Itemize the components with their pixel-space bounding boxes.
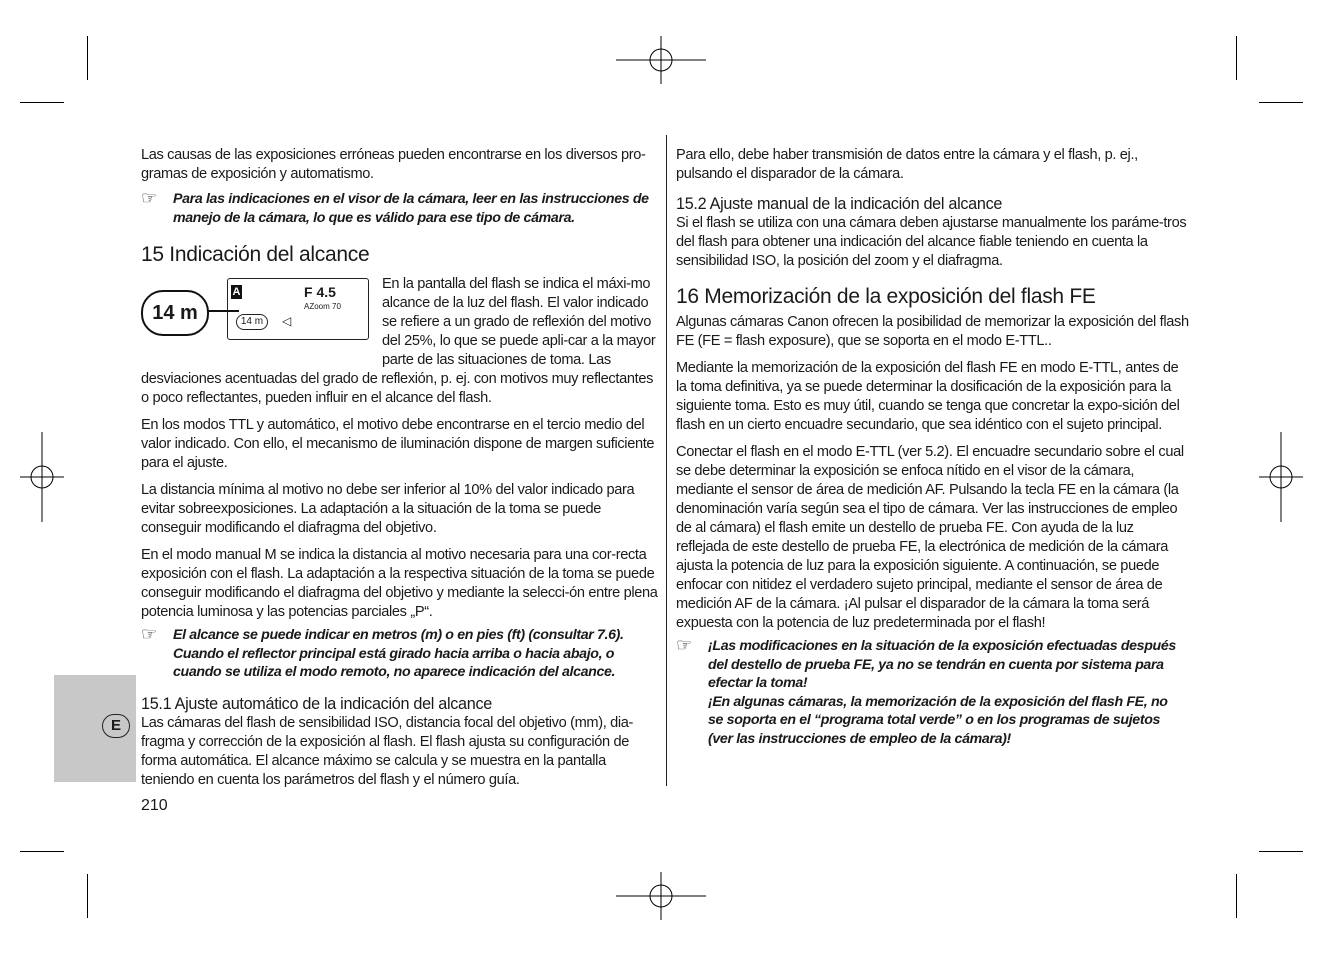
right-column bbox=[676, 146, 1190, 757]
range-paragraph-text: En la pantalla del flash se indica el máxi-mo alcance de la luz del flash. El valor indicado se refiere a un grado de reflexión del motivo del 25%, lo que se puede apli-car a la mayor parte de las situaciones de toma. Las desviaciones acentuadas del grado de reflexión, p. ej. con motivos muy reflectantes o poco reflectantes, pueden influir en el alcance del flash. bbox=[141, 276, 656, 407]
subsection-heading-15-1: 15.1 Ajuste automático de la indicación del alcance bbox=[141, 694, 492, 713]
crop-mark bbox=[20, 851, 64, 852]
note-camera-viewfinder bbox=[141, 190, 659, 227]
note-line: El alcance se puede indicar en metros (m) o en pies (ft) (consultar 7.6). bbox=[173, 627, 624, 644]
note-line: del destello de prueba FE, ya no se tendrán en cuenta por sistema para bbox=[708, 656, 1164, 673]
left-column bbox=[141, 146, 659, 798]
registration-mark-icon bbox=[20, 432, 64, 522]
flash-display-illustration bbox=[227, 278, 369, 340]
crop-mark bbox=[1236, 36, 1237, 80]
section-heading-16: 16 Memorización de la exposición del flash FE bbox=[676, 285, 1096, 308]
zoom-value: AZoom 70 bbox=[304, 302, 341, 311]
aperture-value: F 4.5 bbox=[304, 284, 336, 300]
column-divider bbox=[666, 135, 667, 786]
page-number: 210 bbox=[141, 797, 168, 814]
language-badge: E bbox=[102, 714, 130, 738]
range-paragraph-1 bbox=[141, 275, 659, 408]
pointing-hand-icon: ☞ bbox=[676, 635, 692, 655]
subsection-heading-15-2: 15.2 Ajuste manual de la indicación del alcance bbox=[676, 195, 1003, 213]
mode-indicator: A bbox=[232, 286, 241, 298]
section-heading-15: 15 Indicación del alcance bbox=[141, 243, 370, 267]
note-line: efectar la toma! bbox=[708, 675, 808, 692]
crop-mark bbox=[20, 102, 64, 103]
registration-mark-icon bbox=[616, 36, 706, 84]
callout-line bbox=[205, 310, 239, 312]
continuation-paragraph: Para ello, debe haber transmisión de datos entre la cámara y el flash, p. ej., pulsando el disparador de la cámara. bbox=[676, 147, 1138, 182]
note-line: cuando se utiliza el modo remoto, no aparece indicación del alcance. bbox=[173, 664, 616, 681]
fe-lock-paragraph-1: Algunas cámaras Canon ofrecen la posibilidad de memorizar la exposición del flash FE (FE = flash exposure), que se soporta en el modo E-TTL.. bbox=[676, 314, 1189, 349]
pointing-hand-icon: ☞ bbox=[141, 624, 157, 645]
registration-mark-icon bbox=[1259, 432, 1303, 522]
intro-paragraph: Las causas de las exposiciones erróneas pueden encontrarse en los diversos pro-gramas de exposición y automatismo. bbox=[141, 147, 646, 182]
note-line: Cuando el reflector principal está girado hacia arriba o hacia abajo, o bbox=[173, 645, 615, 662]
note-fe-lock bbox=[676, 637, 1190, 749]
crop-mark bbox=[87, 874, 88, 918]
range-value: 14 m bbox=[236, 314, 268, 330]
note-line: Para las indicaciones en el visor de la cámara, leer en las instrucciones de bbox=[173, 191, 649, 207]
crop-mark bbox=[1259, 102, 1303, 103]
auto-range-paragraph: Las cámaras del flash de sensibilidad ISO, distancia focal del objetivo (mm), dia-fragma y corrección de la exposición al flash. El flash ajusta su configuración de forma automática. El alcance máximo se calcula y se muestra en la pantalla teniendo en cuenta los parámetros del flash y el número guía. bbox=[141, 714, 634, 788]
range-paragraph-4: En el modo manual M se indica la distancia al motivo necesaria para una cor-recta exposición con el flash. La adaptación a la respectiva situación de la toma se puede conseguir modificando el diafragma del objetivo y mediante la selecci-ón entre plena potencia luminosa y las potencias parciales „P“. bbox=[141, 547, 658, 621]
manual-range-paragraph: Si el flash se utiliza con una cámara deben ajustarse manualmente los paráme-tros del flash para obtener una indicación del alcance fiable teniendo en cuenta la sensibilidad ISO, la posición del zoom y el diafragma. bbox=[676, 215, 1187, 269]
note-line: se soporta en el “programa total verde” o en los programas de sujetos bbox=[708, 712, 1161, 729]
crop-mark bbox=[1259, 851, 1303, 852]
crop-mark bbox=[87, 36, 88, 80]
note-line: ¡Las modificaciones en la situación de la exposición efectuadas después bbox=[708, 638, 1176, 654]
fe-lock-paragraph-2: Mediante la memorización de la exposición del flash FE en modo E-TTL, antes de la toma definitiva, ya se puede determinar la dosificación de la exposición para la siguiente toma. Esto es muy útil, cuando se tenga que concretar la expo-sición del flash en un cierto encuadre secundario, que sea idéntico con el sujeto principal. bbox=[676, 360, 1180, 433]
range-paragraph-2: En los modos TTL y automático, el motivo debe encontrarse en el tercio medio del valor indicado. Con ello, el mecanismo de iluminación dispone de margen suficiente para el ajuste. bbox=[141, 417, 655, 472]
pointing-hand-icon: ☞ bbox=[141, 188, 157, 208]
range-callout: 14 m bbox=[141, 290, 209, 336]
note-line: manejo de la cámara, lo que es válido para ese tipo de cámara. bbox=[173, 209, 575, 226]
speaker-icon: ◁ bbox=[282, 314, 292, 328]
note-line: (ver las instrucciones de empleo de la cámara)! bbox=[708, 730, 1011, 747]
crop-mark bbox=[1236, 874, 1237, 918]
note-range-units bbox=[141, 626, 659, 682]
range-paragraph-3: La distancia mínima al motivo no debe ser inferior al 10% del valor indicado para evitar sobreexposiciones. La adaptación a la situación de la toma se puede conseguir modificando el diafragma del objetivo. bbox=[141, 482, 635, 537]
note-line: ¡En algunas cámaras, la memorización de la exposición del flash FE, no bbox=[708, 693, 1168, 710]
fe-lock-paragraph-3: Conectar el flash en el modo E-TTL (ver 5.2). El encuadre secundario sobre el cual se debe determinar la exposición se enfoca nítido en el visor de la cámara, mediante el sensor de área de medición AF. Pulsando la tecla FE en la cámara (la denominación varía según sea el tipo de cámara. Ver las instrucciones de empleo de al cámara) el flash emite un destello de prueba FE. Con ayuda de la luz reflejada de este destello de prueba FE, la electrónica de medición de la cámara ajusta la potencia de luz para la exposición siguiente. A continuación, se puede enfocar con nitidez el verdadero sujeto principal, mediante el sensor de área de medición AF de la cámara. ¡Al pulsar el disparador de la cámara la toma será expuesta con la potencia de luz predeterminada por el flash! bbox=[676, 444, 1184, 631]
registration-mark-icon bbox=[616, 872, 706, 920]
